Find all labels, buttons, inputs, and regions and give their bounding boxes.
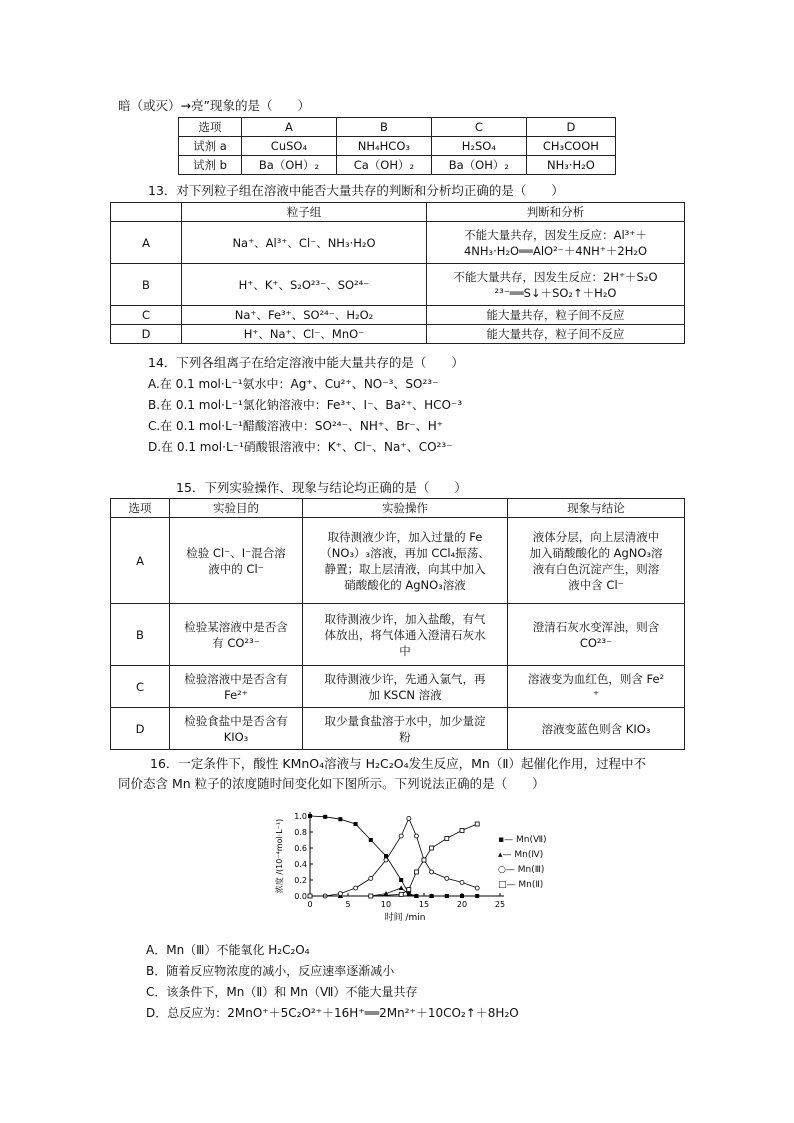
q15-a-op-2: （NO₃）₃溶液，再加 CCl₄振荡、 [320, 545, 490, 560]
point-mn2 [399, 892, 403, 896]
point-mn3 [384, 858, 388, 862]
q15-h1: 实验目的 [170, 499, 303, 518]
q12-a2: NH₄HCO₃ [336, 137, 431, 156]
q13-table [110, 202, 685, 344]
point-mn7 [338, 817, 342, 821]
q13-a-opt: A [111, 222, 182, 264]
q15-c-res-2: ⁺ [592, 687, 600, 702]
x-tick-label: 15 [418, 900, 430, 909]
q14-option-b: B.在 0.1 mol·L⁻¹氯化钠溶液中：Fe³⁺、I⁻、Ba²⁺、HCO⁻³ [148, 398, 463, 412]
y-tick-label: 0.8 [294, 828, 307, 837]
q12-h2: B [336, 118, 431, 137]
q16-option-d: D．总反应为：2MnO⁺＋5C₂O²⁺＋16H⁺══2Mn²⁺＋10CO₂↑＋8H₂O [146, 1006, 519, 1020]
q13-h1: 粒子组 [182, 203, 427, 222]
q12-h1: A [242, 118, 337, 137]
q15-stem: 15．下列实验操作、现象与结论均正确的是（ ） [176, 480, 467, 495]
y-tick-label: 1.0 [294, 812, 307, 821]
q15-d-goal-2: KIO₃ [223, 729, 249, 744]
q15-a-res-1: 液体分层，向上层清液中 [532, 529, 660, 544]
legend-item-mn3 [498, 863, 547, 878]
point-mn3 [369, 876, 373, 880]
q15-b-opt: B [111, 604, 170, 666]
q12-stem-tail: 暗（或灭）→亮”现象的是（ ） [118, 98, 310, 113]
q15-a-res-2: 加入硝酸酸化的 AgNO₃溶 [529, 545, 663, 560]
q12-a1: CuSO₄ [242, 137, 337, 156]
q13-d-opt: D [111, 325, 182, 344]
x-tick-label: 20 [456, 900, 468, 909]
legend-label-mn4: Mn(Ⅳ) [514, 850, 544, 860]
q13-d-analysis: 能大量共存，粒子间不反应 [427, 325, 685, 344]
q15-d-op [303, 708, 508, 750]
q15-b-res-1: 澄清石灰水变浑浊，则含 [532, 619, 660, 634]
point-mn3 [407, 816, 411, 820]
point-mn2 [475, 822, 479, 826]
q15-b-goal-2: 有 CO²³⁻ [212, 635, 260, 650]
q15-a-op-1: 取待测液少许，加入过量的 Fe [327, 529, 483, 544]
q13-b-analysis [427, 264, 685, 306]
q14-option-c: C.在 0.1 mol·L⁻¹醋酸溶液中：SO²⁴⁻、NH⁺、Br⁻、H⁺ [148, 419, 444, 433]
q15-h3: 现象与结论 [508, 499, 685, 518]
series-line-2 [310, 818, 477, 896]
q15-b-goal [170, 604, 303, 666]
legend-marker-triangle-filled: ▴— [498, 850, 512, 860]
point-mn7 [445, 894, 449, 898]
q13-a-analysis-1: 不能大量共存，因发生反应：Al³⁺＋ [464, 227, 647, 242]
chart-legend [498, 833, 547, 893]
q15-b-op [303, 604, 508, 666]
q15-b-goal-1: 检验某溶液中是否含 [184, 619, 288, 634]
q16-option-c: C．该条件下，Mn（Ⅱ）和 Mn（Ⅶ）不能大量共存 [146, 985, 418, 999]
q15-a-op-4: 硝酸酸化的 AgNO₃溶液 [344, 577, 466, 592]
q15-a-res-4: 液中含 Cl⁻ [568, 577, 624, 592]
q13-stem: 13．对下列粒子组在溶液中能否大量共存的判断和分析均正确的是（ ） [148, 183, 564, 198]
q15-d-goal-1: 检验食盐中是否含有 [184, 713, 288, 728]
point-mn3 [460, 880, 464, 884]
q13-a-analysis-2: 4NH₃·H₂O══AlO²⁻＋4NH⁺＋2H₂O [463, 243, 648, 258]
q15-c-op [303, 666, 508, 708]
y-tick-label: 0.2 [294, 876, 307, 885]
q15-d-op-2: 粉 [399, 729, 411, 744]
q15-b-op-3: 中 [399, 643, 411, 658]
x-tick-label: 25 [494, 900, 506, 909]
q12-a3: H₂SO₄ [431, 137, 526, 156]
q15-a-goal-1: 检验 Cl⁻、I⁻混合溶 [186, 545, 286, 560]
q15-c-goal-2: Fe²⁺ [224, 687, 248, 702]
q12-h3: C [431, 118, 526, 137]
q13-h2: 判断和分析 [427, 203, 685, 222]
q16-option-a: A．Mn（Ⅲ）不能氧化 H₂C₂O₄ [146, 943, 310, 957]
q15-d-res: 溶液变蓝色则含 KIO₃ [508, 708, 685, 750]
q15-a-res-3: 液有白色沉淀产生，则溶 [532, 561, 660, 576]
point-mn4 [399, 885, 404, 890]
q12-b3: Ba（OH）₂ [431, 156, 526, 175]
q14-stem: 14．下列各组离子在给定溶液中能大量共存的是（ ） [148, 355, 464, 370]
q15-c-res-1: 溶液变为血红色，则含 Fe² [527, 671, 665, 686]
legend-item-mn7 [498, 833, 547, 848]
q13-h0 [111, 203, 182, 222]
q13-c-analysis: 能大量共存，粒子间不反应 [427, 306, 685, 325]
q13-b-opt: B [111, 264, 182, 306]
point-mn3 [338, 892, 342, 896]
q15-table [110, 498, 685, 750]
q12-b2: Ca（OH）₂ [336, 156, 431, 175]
q13-c-ions: Na⁺、Fe³⁺、SO²⁴⁻、H₂O₂ [182, 306, 427, 325]
legend-marker-square-open: □— [498, 880, 516, 890]
point-mn7 [460, 894, 464, 898]
y-tick-label: 0.6 [294, 844, 307, 853]
q12-b4: NH₃·H₂O [526, 156, 615, 175]
q15-b-op-2: 体放出，将气体通入澄清石灰水 [324, 627, 486, 642]
q13-b-analysis-1: 不能大量共存，因发生反应：2H⁺＋S₂O [453, 269, 658, 284]
q16-stem-2: 同价态含 Mn 粒子的浓度随时间变化如下图所示。下列说法正确的是（ ） [118, 776, 545, 791]
legend-item-mn2 [498, 878, 547, 893]
q15-h2: 实验操作 [303, 499, 508, 518]
point-mn2 [445, 836, 449, 840]
legend-label-mn2: Mn(Ⅱ) [518, 880, 544, 890]
y-tick-label: 0.4 [294, 860, 307, 869]
q13-d-ions: H⁺、Na⁺、Cl⁻、MnO⁻ [182, 325, 427, 344]
q15-d-opt: D [111, 708, 170, 750]
point-mn7 [308, 814, 312, 818]
q15-a-goal [170, 518, 303, 604]
q15-c-res [508, 666, 685, 708]
q12-table [178, 117, 616, 175]
point-mn7 [369, 838, 373, 842]
legend-marker-square-filled: ▪— [498, 835, 514, 845]
point-mn2 [414, 870, 418, 874]
point-mn2 [369, 894, 373, 898]
q14-option-d: D.在 0.1 mol·L⁻¹硝酸银溶液中：K⁺、Cl⁻、Na⁺、CO²³⁻ [148, 440, 453, 454]
point-mn7 [323, 815, 327, 819]
mn-concentration-chart [268, 808, 518, 938]
y-tick-label: 0.0 [294, 892, 307, 901]
q15-a-opt: A [111, 518, 170, 604]
q15-b-op-1: 取待测液少许，加入盐酸，有气 [324, 611, 486, 626]
x-tick-label: 0 [307, 900, 313, 909]
point-mn7 [475, 894, 479, 898]
legend-label-mn3: Mn(Ⅲ) [517, 865, 545, 875]
q15-h0: 选项 [111, 499, 170, 518]
q13-a-ions: Na⁺、Al³⁺、Cl⁻、NH₃·H₂O [182, 222, 427, 264]
q15-c-op-2: 加 KSCN 溶液 [368, 687, 442, 702]
q12-a4: CH₃COOH [526, 137, 615, 156]
q15-b-res [508, 604, 685, 666]
point-mn3 [445, 876, 449, 880]
q15-a-op [303, 518, 508, 604]
q15-d-op-1: 取少量食盐溶于水中，加少量淀 [324, 713, 486, 728]
q15-c-op-1: 取待测液少许，先通入氯气，再 [324, 671, 486, 686]
q15-a-goal-2: 液中的 Cl⁻ [208, 561, 264, 576]
q15-a-op-3: 静置；取上层清液，向其中加入 [324, 561, 486, 576]
x-tick-label: 10 [380, 900, 392, 909]
q15-b-res-2: CO²³⁻ [579, 635, 613, 650]
q12-b0: 试剂 b [179, 156, 242, 175]
point-mn2 [430, 846, 434, 850]
legend-marker-circle-open: ○— [498, 865, 515, 875]
point-mn3 [414, 834, 418, 838]
point-mn7 [354, 822, 358, 826]
q14-option-a: A.在 0.1 mol·L⁻¹氨水中：Ag⁺、Cu²⁺、NO⁻³、SO²³⁻ [148, 377, 439, 391]
point-mn7 [399, 878, 403, 882]
point-mn3 [399, 834, 403, 838]
q12-h4: D [526, 118, 615, 137]
q16-stem-1: 16．一定条件下，酸性 KMnO₄溶液与 H₂C₂O₄发生反应，Mn（Ⅱ）起催化作用，过程中不 [150, 756, 646, 771]
q12-b1: Ba（OH）₂ [242, 156, 337, 175]
y-axis-label: 浓度 /(10⁻⁴mol·L⁻¹) [275, 818, 284, 894]
point-mn2 [422, 858, 426, 862]
legend-item-mn4 [498, 848, 547, 863]
q13-c-opt: C [111, 306, 182, 325]
series-line-0 [310, 816, 477, 896]
point-mn3 [354, 886, 358, 890]
q15-c-opt: C [111, 666, 170, 708]
point-mn2 [407, 888, 411, 892]
x-tick-label: 5 [345, 900, 351, 909]
q15-d-goal [170, 708, 303, 750]
q13-b-analysis-2: ²³⁻══S↓＋SO₂↑＋H₂O [494, 285, 617, 300]
q15-c-goal-1: 检验溶液中是否含有 [184, 671, 288, 686]
point-mn2 [460, 828, 464, 832]
q15-c-goal [170, 666, 303, 708]
q12-a0: 试剂 a [179, 137, 242, 156]
q16-option-b: B．随着反应物浓度的减小，反应速率逐渐减小 [146, 964, 395, 978]
q13-b-ions: H⁺、K⁺、S₂O²³⁻、SO²⁴⁻ [182, 264, 427, 306]
q15-a-res [508, 518, 685, 604]
point-mn2 [308, 894, 312, 898]
x-axis-label: 时间 /min [384, 913, 426, 923]
point-mn3 [475, 886, 479, 890]
q13-a-analysis [427, 222, 685, 264]
point-mn3 [430, 870, 434, 874]
legend-label-mn7: Mn(Ⅶ) [515, 835, 547, 845]
series-line-3 [310, 824, 477, 896]
q12-h0: 选项 [179, 118, 242, 137]
